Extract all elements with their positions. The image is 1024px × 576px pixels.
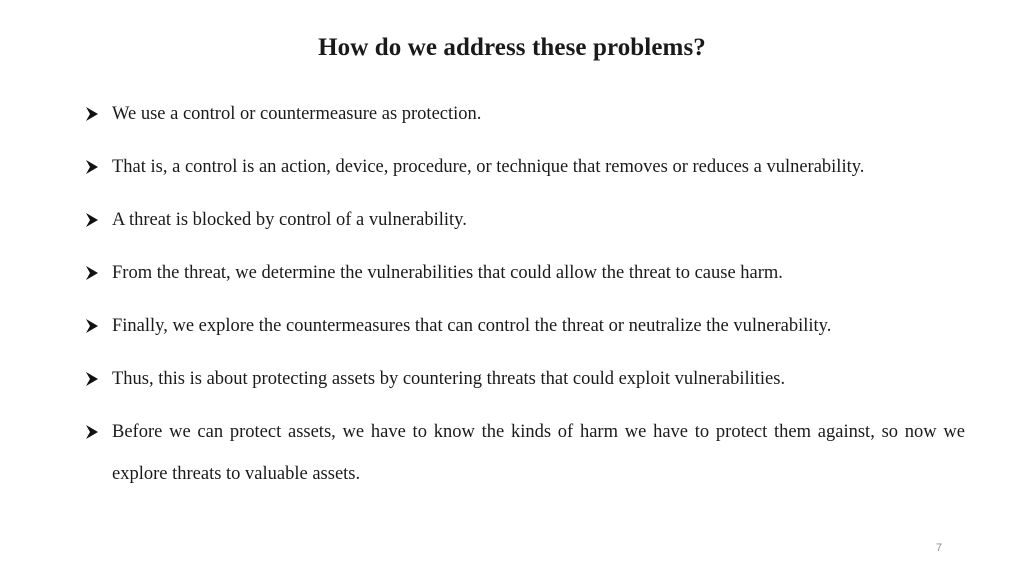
- bullet-item: [84, 93, 965, 135]
- arrow-bullet-icon: [84, 411, 102, 453]
- bullet-text: Finally, we explore the countermeasures that can control the threat or neutralize the vulnerability.: [112, 316, 832, 336]
- arrow-bullet-icon: [84, 305, 102, 347]
- arrow-bullet-icon: [84, 358, 102, 400]
- bullet-text: From the threat, we determine the vulnerabilities that could allow the threat to cause harm.: [112, 263, 783, 283]
- bullet-text: That is, a control is an action, device, procedure, or technique that removes or reduces a vulnerability.: [112, 157, 865, 177]
- slide-title: How do we address these problems?: [318, 34, 706, 61]
- arrow-bullet-icon: [84, 93, 102, 135]
- bullet-item: [84, 411, 965, 495]
- arrow-bullet-icon: [84, 199, 102, 241]
- bullet-item: [84, 199, 965, 241]
- arrow-bullet-icon: [84, 252, 102, 294]
- bullet-text: Thus, this is about protecting assets by countering threats that could exploit vulnerabilities.: [112, 369, 786, 389]
- arrow-bullet-icon: [84, 146, 102, 188]
- bullet-text: A threat is blocked by control of a vulnerability.: [112, 210, 467, 230]
- bullet-item: [84, 252, 965, 294]
- bullet-text: Before we can protect assets, we have to know the kinds of harm we have to protect them against, so now we explore threats to valuable assets.: [112, 422, 965, 484]
- bullet-item: [84, 358, 965, 400]
- page-number: 7: [936, 542, 943, 554]
- bullet-list: [84, 93, 965, 495]
- bullet-text: We use a control or countermeasure as protection.: [112, 104, 482, 124]
- bullet-item: [84, 146, 965, 188]
- bullet-item: [84, 305, 965, 347]
